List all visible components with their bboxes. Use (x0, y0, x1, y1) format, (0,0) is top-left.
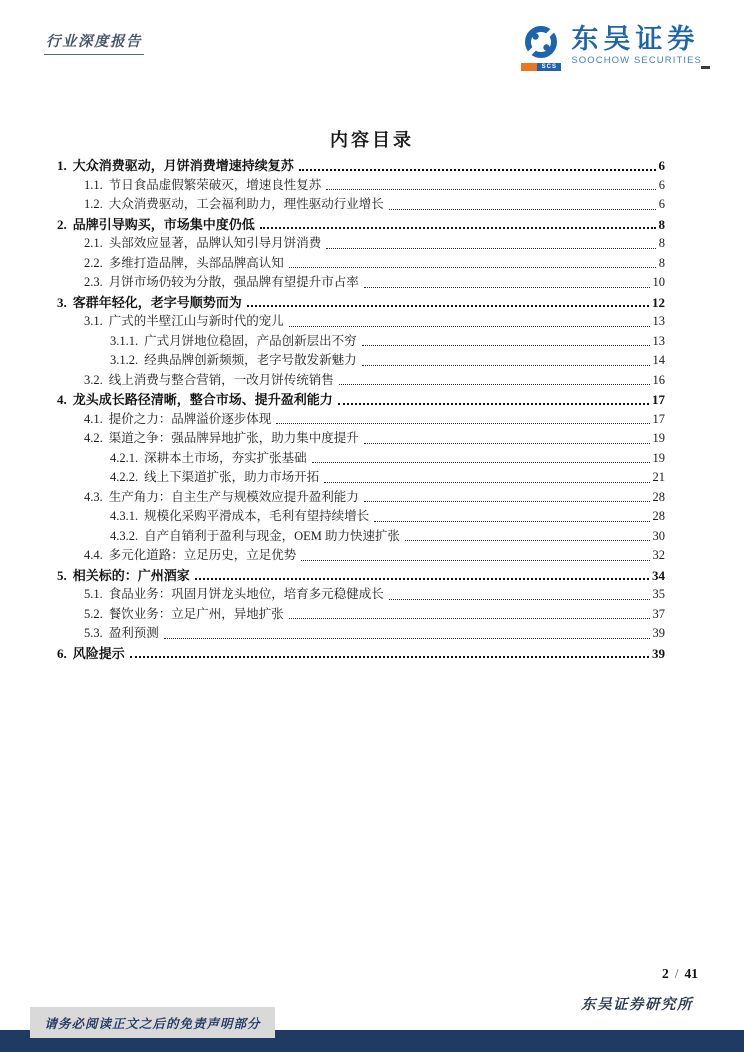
toc-entry-title: 规模化采购平滑成本，毛利有望持续增长 (144, 509, 370, 523)
toc-leader-dots (276, 423, 649, 424)
toc-entry-page: 37 (652, 606, 665, 621)
toc-entry[interactable] (57, 292, 665, 312)
toc-entry-number: 3.1. (84, 314, 103, 328)
toc-entry-page: 17 (652, 392, 665, 407)
toc-leader-dots (301, 560, 649, 561)
toc-entry-page: 21 (652, 470, 665, 484)
toc-leader-dots (339, 384, 650, 385)
toc-entry-number: 5.1. (84, 587, 103, 601)
toc-title: 内容目录 (330, 130, 414, 150)
toc-entry-page: 19 (652, 431, 665, 445)
toc-entry-page: 35 (652, 587, 665, 601)
toc-entry-number: 5.3. (84, 626, 103, 640)
toc-entry[interactable] (57, 331, 665, 351)
toc-leader-dots (164, 638, 650, 639)
toc-entry[interactable] (57, 175, 665, 195)
toc-entry[interactable] (57, 253, 665, 273)
disclaimer-text: 请务必阅读正文之后的免责声明部分 (44, 1016, 261, 1031)
toc-entry-title: 节日食品虚假繁荣破灭，增速良性复苏 (108, 177, 322, 192)
toc-entry[interactable] (57, 584, 665, 604)
toc-entry-page: 6 (658, 177, 665, 192)
toc-entry[interactable] (57, 545, 665, 565)
toc-entry-number: 2.3. (84, 275, 103, 289)
toc-entry-page: 19 (652, 450, 665, 465)
logo-badge-orange-segment (521, 63, 537, 71)
brand-name-en: SOOCHOW SECURITIES (571, 55, 702, 66)
logo-swirl-icon (520, 24, 562, 62)
toc-entry-title: 头部效应显著，品牌认知引导月饼消费 (108, 236, 322, 250)
toc-entry-number: 3.1.1. (110, 333, 139, 348)
toc-entry-number: 4.2.1. (110, 450, 139, 465)
toc-leader-dots (326, 189, 655, 190)
toc-leader-dots (289, 267, 656, 268)
toc-entry[interactable] (57, 448, 665, 468)
toc-leader-dots (364, 287, 650, 288)
toc-entry-number: 4.3.2. (110, 528, 139, 543)
page-number-total: 41 (684, 966, 698, 981)
toc-leader-dots (326, 248, 655, 249)
toc-entry-page: 13 (652, 314, 665, 328)
toc-entry-number: 3. (57, 294, 67, 310)
toc-entry[interactable] (57, 428, 665, 448)
toc-leader-dots (389, 599, 650, 600)
toc-entry-number: 4.3.1. (110, 509, 139, 523)
toc-entry-page: 8 (658, 216, 665, 232)
toc-entry-page: 8 (658, 236, 665, 250)
toc-entry-number: 4.3. (84, 489, 103, 504)
toc-entry-number: 4.1. (84, 411, 103, 426)
toc-entry-title: 广式月饼地位稳固，产品创新层出不穷 (144, 333, 357, 348)
soochow-logo-icon (518, 24, 564, 71)
toc-entry-page: 12 (652, 294, 665, 310)
toc-leader-dots (289, 618, 650, 619)
toc-entry-page: 14 (652, 353, 665, 367)
toc-entry-page: 17 (652, 411, 665, 426)
toc-entry-number: 5. (57, 567, 67, 583)
toc-entry[interactable] (57, 643, 665, 663)
toc-entry-title: 风险提示 (72, 645, 125, 661)
toc-leader-dots (374, 521, 649, 522)
toc-leader-dots (130, 656, 649, 658)
toc-leader-dots (260, 227, 656, 229)
toc-entry-title: 深耕本土市场，夯实扩张基础 (144, 450, 307, 465)
toc-entry[interactable] (57, 623, 665, 643)
toc-entry-page: 6 (658, 158, 665, 173)
toc-entry-page: 32 (652, 548, 665, 562)
logo-badge (521, 63, 561, 71)
toc-entry-number: 3.1.2. (110, 353, 139, 367)
toc-entry[interactable] (57, 409, 665, 429)
toc-entry-title: 经典品牌创新频频，老字号散发新魅力 (144, 353, 357, 367)
toc-leader-dots (338, 403, 649, 405)
toc-entry[interactable] (57, 526, 665, 546)
toc-entry-title: 大众消费驱动，月饼消费增速持续复苏 (72, 158, 294, 173)
toc-entry-number: 4.4. (84, 548, 103, 562)
toc-entry-number: 6. (57, 645, 67, 661)
toc-entry[interactable] (57, 604, 665, 624)
toc-entry-page: 28 (652, 489, 665, 504)
toc-list (57, 155, 665, 662)
report-type-label: 行业深度报告 (44, 30, 144, 55)
toc-entry-title: 自产自销利于盈利与现金，OEM 助力快速扩张 (144, 528, 401, 543)
toc-entry-title: 品牌引导购买，市场集中度仍低 (72, 216, 255, 232)
research-institute-label: 东吴证券研究所 (581, 997, 693, 1013)
toc-entry-page: 30 (652, 528, 665, 543)
toc-entry-title: 相关标的：广州酒家 (72, 567, 190, 583)
toc-entry[interactable] (57, 370, 665, 390)
toc-entry-title: 龙头成长路径清晰，整合市场、提升盈利能力 (72, 392, 333, 407)
toc-leader-dots (247, 305, 649, 307)
toc-entry[interactable] (57, 565, 665, 585)
toc-entry[interactable] (57, 233, 665, 253)
toc-entry-page: 28 (652, 509, 665, 523)
toc-leader-dots (364, 443, 650, 444)
toc-entry[interactable] (57, 487, 665, 507)
toc-entry-number: 2.2. (84, 255, 103, 270)
toc-entry[interactable] (57, 467, 665, 487)
toc-leader-dots (299, 169, 656, 171)
toc-entry[interactable] (57, 311, 665, 331)
page-number-current: 2 (661, 966, 669, 981)
page-number-separator: / (674, 966, 679, 981)
toc-leader-dots (389, 209, 656, 210)
toc-entry-title: 多元化道路：立足历史，立足优势 (108, 548, 297, 562)
toc-entry-page: 39 (652, 626, 665, 640)
toc-entry-number: 4. (57, 392, 67, 407)
toc-leader-dots (362, 345, 650, 346)
toc-entry[interactable] (57, 506, 665, 526)
toc-entry-number: 1. (57, 158, 67, 173)
toc-entry-page: 39 (652, 645, 665, 661)
toc-leader-dots (405, 540, 649, 541)
toc-leader-dots (289, 326, 650, 327)
toc-entry-title: 盈利预测 (108, 626, 159, 640)
brand-logo (518, 24, 702, 71)
toc-entry[interactable] (57, 194, 665, 214)
toc-entry-page: 34 (652, 567, 665, 583)
page-number (662, 966, 698, 982)
brand-name-cn: 东吴证券 (571, 24, 700, 54)
logo-badge-scs-label: SCS (537, 63, 561, 71)
toc-entry-title: 线上消费与整合营销，一改月饼传统销售 (108, 372, 334, 387)
brand-text (571, 24, 702, 66)
toc-entry-title: 线上下渠道扩张，助力市场开拓 (144, 470, 320, 484)
toc-entry-page: 16 (652, 372, 665, 387)
toc-entry-title: 生产角力：自主生产与规模效应提升盈利能力 (108, 489, 359, 504)
toc-entry-title: 月饼市场仍较为分散，强品牌有望提升市占率 (108, 275, 359, 289)
toc-entry[interactable] (57, 272, 665, 292)
toc-entry-page: 13 (652, 333, 665, 348)
toc-entry-title: 大众消费驱动，工会福利助力，理性驱动行业增长 (108, 197, 384, 211)
toc-entry-number: 1.2. (84, 197, 103, 211)
toc-entry-title: 广式的半壁江山与新时代的宠儿 (108, 314, 284, 328)
toc-entry-title: 多维打造品牌，头部品牌高认知 (108, 255, 284, 270)
toc-entry-page: 8 (658, 255, 665, 270)
toc-entry-title: 客群年轻化，老字号顺势而为 (72, 294, 242, 310)
toc-entry-title: 提价之力：品牌溢价逐步体现 (108, 411, 272, 426)
toc-entry-title: 渠道之争：强品牌异地扩张，助力集中度提升 (108, 431, 359, 445)
toc-entry-number: 4.2.2. (110, 470, 139, 484)
toc-entry-title: 食品业务：巩固月饼龙头地位，培育多元稳健成长 (108, 587, 384, 601)
toc-entry-number: 4.2. (84, 431, 103, 445)
toc-entry-page: 6 (658, 197, 665, 211)
toc-leader-dots (195, 578, 649, 580)
toc-entry[interactable] (57, 214, 665, 234)
toc-entry-number: 2. (57, 216, 67, 232)
toc-leader-dots (312, 462, 650, 463)
toc-entry[interactable] (57, 389, 665, 409)
toc-entry-number: 3.2. (84, 372, 103, 387)
toc-entry-number: 1.1. (84, 177, 103, 192)
toc-entry[interactable] (57, 350, 665, 370)
toc-entry-number: 5.2. (84, 606, 103, 621)
toc-entry-number: 2.1. (84, 236, 103, 250)
toc-leader-dots (364, 501, 650, 502)
toc-leader-dots (324, 482, 649, 483)
disclaimer-box (30, 1007, 275, 1038)
toc-leader-dots (362, 365, 650, 366)
toc-entry-page: 10 (652, 275, 665, 289)
toc-entry[interactable] (57, 155, 665, 175)
dash-mark (701, 66, 710, 69)
toc-entry-title: 餐饮业务：立足广州，异地扩张 (108, 606, 284, 621)
